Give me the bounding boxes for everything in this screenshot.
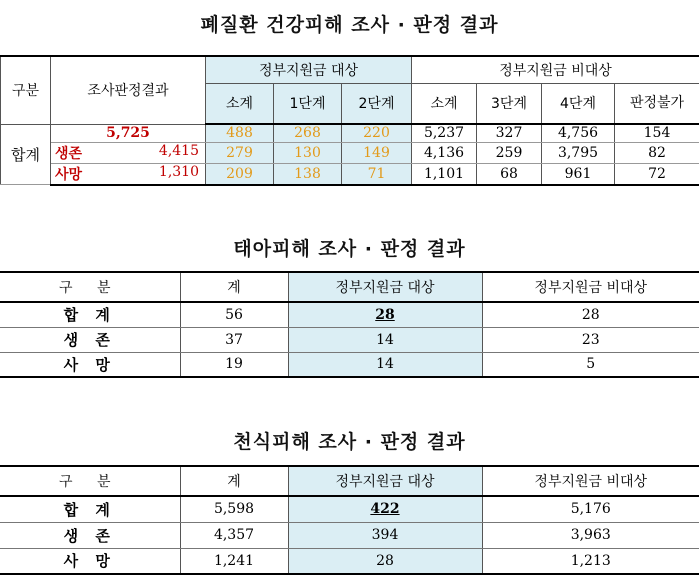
- asthma-cell: 5,598: [180, 496, 288, 522]
- fetal-row-label: 사 망: [0, 352, 180, 377]
- asthma-cell: 1,213: [482, 548, 699, 574]
- fetal-title: 태아피해 조사 · 판정 결과: [233, 238, 466, 260]
- fetal-row-label: 합 계: [0, 302, 180, 327]
- fetal-cell: 37: [180, 327, 288, 352]
- asthma-row-label: 생 존: [0, 522, 180, 548]
- lung-cell: 268: [274, 124, 342, 142]
- lung-total-label: 합계: [1, 124, 51, 185]
- lung-cell: 961: [542, 163, 615, 185]
- lung-cell: 327: [477, 124, 542, 142]
- lung-cell: 149: [342, 142, 412, 163]
- asthma-header-nonsupport: 정부지원금 비대상: [482, 466, 699, 496]
- lung-header-nonsupport-subtotal: 소계: [412, 83, 477, 124]
- lung-live-cell: [51, 142, 206, 163]
- lung-header-category: 구분: [1, 56, 51, 124]
- lung-dead-count: 1,310: [158, 163, 199, 180]
- lung-total-count: 5,725: [51, 124, 206, 142]
- lung-live-label: 생존: [55, 145, 83, 162]
- fetal-cell: 19: [180, 352, 288, 377]
- lung-dead-cell: [51, 163, 206, 185]
- lung-cell: 279: [206, 142, 274, 163]
- fetal-row-label: 생 존: [0, 327, 180, 352]
- fetal-cell: 23: [482, 327, 699, 352]
- lung-header-undetermined: 판정불가: [615, 83, 699, 124]
- fetal-cell: 5: [482, 352, 699, 377]
- table-row: [0, 302, 699, 327]
- lung-header-nonsupport-group: 정부지원금 비대상: [412, 56, 699, 83]
- lung-table: [0, 55, 699, 186]
- asthma-title: 천식피해 조사 · 판정 결과: [233, 431, 466, 453]
- fetal-header-category: 구 분: [0, 272, 180, 302]
- asthma-header-total: 계: [180, 466, 288, 496]
- fetal-cell: 28: [482, 302, 699, 327]
- lung-cell: 68: [477, 163, 542, 185]
- asthma-cell: 394: [288, 522, 482, 548]
- lung-header-support-subtotal: 소계: [206, 83, 274, 124]
- asthma-cell: 28: [288, 548, 482, 574]
- lung-header-result: 조사판정결과: [51, 56, 206, 124]
- lung-cell: 259: [477, 142, 542, 163]
- asthma-cell: 3,963: [482, 522, 699, 548]
- fetal-cell: 14: [288, 327, 482, 352]
- table-row: [0, 327, 699, 352]
- fetal-header-total: 계: [180, 272, 288, 302]
- table-row: [1, 163, 699, 185]
- lung-cell: 1,101: [412, 163, 477, 185]
- asthma-cell: 5,176: [482, 496, 699, 522]
- table-row: [0, 522, 699, 548]
- lung-cell: 5,237: [412, 124, 477, 142]
- asthma-row-label: 사 망: [0, 548, 180, 574]
- lung-cell: 130: [274, 142, 342, 163]
- lung-cell: 72: [615, 163, 699, 185]
- asthma-header-support: 정부지원금 대상: [288, 466, 482, 496]
- table-row: [1, 124, 699, 142]
- fetal-support-total: 28: [375, 306, 395, 323]
- fetal-table: [0, 271, 699, 378]
- lung-live-count: 4,415: [158, 142, 199, 159]
- table-row: [0, 496, 699, 522]
- asthma-header-category: 구 분: [0, 466, 180, 496]
- lung-cell: 488: [206, 124, 274, 142]
- lung-header-stage2: 2단계: [342, 83, 412, 124]
- lung-cell: 4,136: [412, 142, 477, 163]
- fetal-header-support: 정부지원금 대상: [288, 272, 482, 302]
- fetal-header-nonsupport: 정부지원금 비대상: [482, 272, 699, 302]
- asthma-row-label: 합 계: [0, 496, 180, 522]
- table-row: [0, 548, 699, 574]
- lung-header-stage1: 1단계: [274, 83, 342, 124]
- lung-cell: 154: [615, 124, 699, 142]
- fetal-cell: 56: [180, 302, 288, 327]
- lung-cell: 138: [274, 163, 342, 185]
- lung-header-stage4: 4단계: [542, 83, 615, 124]
- asthma-cell: 1,241: [180, 548, 288, 574]
- table-row: [1, 142, 699, 163]
- lung-cell: 4,756: [542, 124, 615, 142]
- lung-cell: 3,795: [542, 142, 615, 163]
- asthma-support-total: 422: [370, 501, 400, 518]
- lung-cell: 209: [206, 163, 274, 185]
- asthma-cell: 4,357: [180, 522, 288, 548]
- lung-cell: 82: [615, 142, 699, 163]
- lung-cell: 220: [342, 124, 412, 142]
- lung-cell: 71: [342, 163, 412, 185]
- lung-header-stage3: 3단계: [477, 83, 542, 124]
- fetal-cell: 14: [288, 352, 482, 377]
- lung-dead-label: 사망: [55, 166, 83, 183]
- lung-header-support-group: 정부지원금 대상: [206, 56, 412, 83]
- lung-title: 폐질환 건강피해 조사 · 판정 결과: [200, 14, 499, 36]
- table-row: [0, 352, 699, 377]
- asthma-table: [0, 465, 699, 575]
